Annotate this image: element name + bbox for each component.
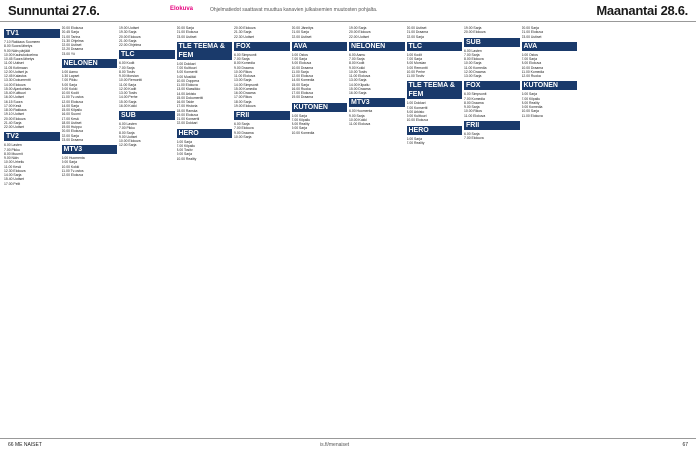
program-entry: 10.00 Kokki	[61, 164, 80, 169]
program-entry: 8.00 Muumit	[4, 151, 23, 156]
program-entry: 11.00 Uutiset	[4, 61, 24, 66]
program-entry: 10.45 Suora lähetys	[4, 57, 35, 61]
program-entry: 12.00 Draama	[464, 69, 486, 74]
program-entry: 22.00 Uutiset	[291, 34, 312, 39]
program-entry: 6.00 Lasten	[119, 122, 137, 126]
program-entry: 16.00 Sarja	[349, 91, 367, 95]
program-entry: 19.10 Uutiset	[4, 112, 24, 117]
program-entry: 22.00 Ohjelma	[119, 43, 142, 47]
program-entry: 22.20 Draama	[61, 47, 83, 52]
program-entry: 8.00 Komedia	[234, 61, 255, 66]
program-entry: 7.00 Kulttuuri	[176, 66, 197, 70]
program-entry: 21.40 Sarja	[4, 120, 22, 125]
program-entry: 16.00 Ruoka	[291, 86, 311, 91]
program-entry: 7.00 Komedia	[464, 96, 485, 101]
program-entry: 14.00 Komedia	[291, 78, 315, 83]
program-entry: 12.00 Ruoka	[521, 74, 541, 78]
program-entry: 8.00 Konsertti	[176, 70, 198, 75]
program-entry: 16.15 Suora	[4, 99, 23, 104]
program-entry: 18.00 Uutiset	[61, 120, 82, 125]
program-entry: 14.00 Simpsonit	[234, 82, 259, 87]
program-entry: 19.30 Sarja	[119, 30, 137, 35]
program-entry: 17.00 Elokuva	[291, 91, 313, 95]
program-entry: 6.00 Lasten	[4, 143, 22, 148]
right-page-title: Maanantai 28.6.	[596, 3, 688, 18]
program-entry: 20.00 Elokuva	[349, 30, 371, 35]
program-entry: 6.00 Sarja	[176, 139, 192, 144]
program-entry: 20.00 Elokuva	[464, 30, 486, 35]
program-entry: 20.00 Elokuva	[4, 116, 26, 121]
program-entry: 8.00 Reality	[521, 100, 540, 105]
program-entry: 11.00 Sarja	[291, 69, 309, 74]
program-entry: 20.45 Sarja	[61, 30, 79, 35]
program-entry: 6.00 Ostos	[521, 52, 538, 57]
listing-column	[464, 26, 520, 436]
program-entry: 15.40 Kulttuuri	[4, 91, 26, 95]
program-entry: 14.00 Arkisto	[176, 91, 197, 96]
program-entry: 18.00 Sarja	[234, 99, 252, 104]
program-entry: 16.00 Draama	[234, 91, 256, 95]
program-entry: 17.00 Historia	[176, 104, 198, 109]
program-entry: 13.00 Sarja	[234, 78, 252, 83]
program-entry: 14.00 Kilpailu	[349, 82, 370, 87]
program-entry: 7.00 Kilpailu	[521, 96, 540, 101]
program-entry: 20.00 Uutiset	[406, 26, 427, 30]
program-entry: 11.00 Elokuva	[521, 113, 543, 118]
program-entry: 21.00 Sarja	[291, 30, 309, 35]
program-entry: 17.00 Pelit	[4, 181, 21, 186]
program-entry: 16.00 Suomi	[61, 112, 81, 117]
program-entry: 9.00 Näin	[4, 156, 19, 160]
program-entry: 12.30 Elokuva	[4, 168, 26, 173]
program-entry: 8.00 Kodit	[349, 61, 365, 66]
program-entry: 12.00 Elokuva	[61, 173, 83, 177]
program-entry: 15.40 Uutiset	[4, 177, 24, 182]
program-entry: 11.00 Tv-ostos	[61, 95, 84, 100]
program-entry: 13.30 Dokumentti	[4, 78, 31, 83]
program-entry: 6.00 Simpsonit	[234, 52, 257, 57]
program-entry: 10.00 Sarja	[521, 109, 539, 114]
program-entry: 19.00 Uutiset	[119, 26, 139, 30]
program-entry: 15.00 Ajankohtais	[4, 86, 31, 91]
channel-header: AVA	[292, 42, 348, 51]
program-entry: 15.00 Draama	[349, 86, 371, 91]
program-entry: 11.00 Sarja	[119, 82, 137, 87]
brand-label: Elokuva	[170, 6, 194, 12]
program-entry: 11.00 Komedia	[521, 69, 545, 74]
channel-header: MTV3	[62, 145, 118, 154]
program-entry: 6.30 Lapset	[61, 74, 80, 78]
program-entry: 10.00 Remontti	[119, 78, 142, 83]
program-entry: 19.00 Elokuva	[234, 103, 256, 108]
program-entry: 9.00 Draama	[234, 130, 254, 135]
program-entry: 22.00 Uutiset	[4, 125, 24, 129]
program-entry: 6.00 Huomenta	[349, 109, 373, 114]
program-entry: 15.00 Kilpailu	[61, 108, 82, 112]
program-entry: 7.00 Pikku	[61, 78, 78, 83]
program-entry: 10.00 Reality	[176, 156, 197, 161]
program-entry: 21.00 Konsertti	[176, 117, 200, 121]
program-entry: 6.00 Dokkari	[406, 101, 426, 106]
program-entry: 11.00 Elokuva	[464, 113, 486, 118]
listing-column	[119, 26, 175, 436]
program-entry: 11.00 Kesä	[4, 164, 21, 169]
program-entry: 12.00 Elokuva	[291, 74, 313, 78]
program-entry: 14.00 Elokuva	[4, 82, 26, 87]
program-entry: 20.00 Sarja	[176, 26, 194, 30]
program-entry: 9.00 Sarja	[349, 113, 365, 118]
listing-column	[234, 26, 290, 436]
program-entry: 6.00 Aamu	[349, 52, 366, 57]
program-entry: 9.00 Kokki	[349, 65, 365, 70]
program-entry: 20.00 Elokuva	[234, 26, 256, 30]
channel-header: KUTONEN	[292, 103, 348, 112]
left-page-title: Sunnuntai 27.6.	[8, 3, 100, 18]
program-entry: 22.00 Sarja	[61, 133, 79, 138]
program-entry: 6.00 Sarja	[234, 122, 250, 126]
program-entry: 10.00 Kodit	[61, 91, 79, 95]
program-entry: 22.00 Sarja	[406, 34, 424, 39]
program-entry: 10.00 Elokuva	[406, 118, 428, 123]
program-entry: 20.00 Elokuva	[119, 34, 141, 39]
program-entry: 7.00 Elokuva	[234, 126, 254, 131]
program-entry: 7.00 Pikku	[4, 147, 20, 152]
program-entry: 9.00 Sarja	[61, 160, 77, 165]
program-entry: 7.00 Konsertti	[406, 105, 428, 110]
program-entry: 19.00 Draama	[291, 95, 313, 100]
program-entry: 21.00 Sarja	[119, 38, 137, 43]
program-entry: 10.00 Tositv	[349, 69, 368, 74]
channel-header: SUB	[119, 111, 175, 120]
program-entry: 8.00 Sarja	[61, 82, 77, 87]
program-entry: 6.00 Kodit	[406, 52, 422, 57]
channel-header: KUTONEN	[522, 81, 578, 90]
program-entry: 10.00 Perhe	[406, 69, 425, 74]
listing-column	[62, 26, 118, 436]
channel-header: TLC	[407, 42, 463, 51]
channel-header: AVA	[522, 42, 578, 51]
tv-listing-columns	[4, 26, 692, 436]
program-entry: 10.00 Kokki	[349, 117, 367, 122]
program-entry: 13.00 Sarja	[464, 74, 482, 78]
program-entry: 8.00 Morsian	[406, 61, 427, 66]
program-entry: 11.00 Tv-ostos	[61, 168, 84, 173]
program-entry: 12.00 Sarja	[119, 143, 137, 148]
program-entry: 8.00 Elokuva	[521, 61, 542, 66]
program-entry: 6.00 Sarja	[291, 113, 307, 118]
program-entry: 10.00 Draama	[291, 65, 313, 70]
program-entry: 21.30 Ohjelma	[61, 38, 84, 43]
program-entry: 21.00 Elokuva	[521, 30, 543, 35]
program-entry: 12.45 Kalastus	[4, 74, 27, 78]
listing-column	[177, 26, 233, 436]
program-entry: 22.00 Dokkari	[176, 121, 198, 126]
program-entry: 12.00 Uutiset ja	[4, 69, 28, 74]
program-entry: 6.00 Ostos	[291, 52, 308, 57]
program-entry: 8.00 Arkisto	[406, 109, 425, 114]
listing-column	[522, 26, 578, 436]
channel-header: TV1	[4, 29, 60, 38]
program-entry: 7.00 Sarja	[406, 57, 422, 61]
listing-column	[407, 26, 463, 436]
channel-header: HERO	[407, 126, 463, 135]
footer-url: is.fi/menaiset	[320, 442, 350, 448]
program-entry: 10.00 Ooppera	[176, 78, 200, 83]
program-entry: 11.00 Elokuva	[349, 74, 371, 78]
program-entry: 17.00 Kesä	[4, 103, 22, 108]
program-entry: 21.00 Draama	[406, 30, 428, 35]
program-entry: 18.00 Ranska	[176, 108, 198, 113]
channel-header: MTV3	[349, 98, 405, 107]
program-entry: 10.00 Sarja	[464, 61, 482, 66]
channel-header: HERO	[177, 129, 233, 138]
program-entry: 10.00 Rikos	[464, 109, 482, 114]
program-entry: 6.00 Huomenta	[61, 156, 85, 160]
program-entry: 21.00 Elokuva	[176, 30, 198, 35]
program-entry: 15.00 Sarja	[291, 82, 309, 87]
program-entry: 8.00 Tositv	[119, 69, 136, 74]
program-entry: 16.00 Taide	[176, 100, 194, 104]
program-entry: 7.00 Sarja	[349, 57, 365, 61]
channel-header: TLE TEEMA & FEM	[407, 81, 463, 99]
program-entry: 22.00 Uutiset	[349, 34, 369, 39]
program-entry: 21.30 Sarja	[234, 30, 252, 35]
program-entry: 9.00 Morsian	[119, 74, 139, 78]
program-entry: 6.00 Simpsonit	[464, 92, 487, 97]
channel-header: FOX	[234, 42, 290, 51]
listing-column	[292, 26, 348, 436]
program-entry: 10.00 Komedia	[291, 130, 315, 135]
program-entry: 6.00 Kodit	[119, 61, 135, 66]
channel-header: SUB	[464, 38, 520, 47]
program-entry: 18.00 Rakkaus	[4, 108, 27, 112]
channel-header: FRII	[234, 111, 290, 120]
program-entry: 8.00 Elokuva	[464, 57, 484, 61]
program-entry: 19.00 Elokuva	[176, 112, 198, 117]
program-entry: 13.00 Sarja	[349, 78, 367, 83]
program-entry: 9.00 Komedia	[521, 105, 543, 109]
program-entry: 9.00 Sarja	[464, 105, 480, 109]
program-entry: 15.00 Dokumentti	[176, 95, 204, 100]
program-entry: 23.00 Uutiset	[176, 34, 197, 39]
program-entry: 9.00 Kulttuuri	[406, 114, 427, 118]
program-entry: 10.00 Urheilu	[4, 160, 25, 165]
listing-column	[349, 26, 405, 436]
page-header	[0, 0, 696, 22]
program-entry: 22.00 Uutiset	[61, 43, 82, 47]
program-entry: 13.00 Klassikko	[176, 87, 201, 92]
program-entry: 20.00 Elokuva	[61, 129, 83, 134]
listing-column	[4, 26, 60, 436]
program-entry: 6.00 Sarja	[406, 136, 422, 141]
channel-header: TLC	[119, 50, 175, 59]
footer-left-page-number: 66 ME NAISET	[8, 442, 42, 448]
program-entry: 9.00 Musiikki	[176, 74, 197, 79]
program-entry: 14.00 Sarja	[61, 103, 79, 108]
program-entry: 11.00 Elokuva	[176, 83, 198, 87]
program-entry: 11.00 Elokuva	[234, 74, 256, 78]
program-entry: 14.00 Perhe	[119, 95, 138, 100]
program-entry: 6.00 Sarja	[521, 92, 537, 97]
program-entry: 20.00 Elokuva	[61, 26, 83, 30]
program-entry: 19.00 Huippu	[61, 125, 82, 129]
program-entry: 9.00 Sarja	[176, 152, 192, 157]
channel-header: NELONEN	[349, 42, 405, 51]
program-entry: 17.00 Kesä	[61, 116, 79, 121]
program-entry: 6.00 Aamu	[61, 69, 78, 74]
program-entry: 10.00 Elokuva	[119, 139, 141, 143]
program-entry: 8.00 Reality	[291, 122, 310, 126]
program-entry: 11.05 Kotimaan	[4, 65, 28, 70]
channel-header: NELONEN	[62, 59, 118, 68]
program-entry: 22.30 Uutiset	[234, 34, 254, 39]
footer-right-page-number: 67	[682, 442, 688, 448]
program-entry: 11.00 Tositv	[406, 74, 425, 78]
program-entry: 10.00 Sarja	[234, 134, 252, 139]
program-entry: 9.00 Draama	[234, 65, 254, 70]
program-entry: 23.00 Yö	[61, 51, 76, 56]
program-entry: 7.00 Elokuva	[464, 136, 484, 140]
program-entry: 12.00 Kodit	[119, 86, 137, 91]
program-entry: 20.00 Sarja	[521, 26, 539, 30]
program-entry: 7.00 Pikku	[119, 126, 135, 131]
program-entry: 8.00 Tositv	[176, 148, 193, 152]
program-entry: 21.00 Tarina	[61, 34, 81, 39]
program-entry: 20.00 Jännitys	[291, 26, 314, 30]
program-entry: 8.00 Draama	[464, 100, 484, 105]
program-entry: 7.00 Kilpailu	[291, 117, 310, 122]
program-entry: 7.00 Sarja	[234, 57, 250, 61]
program-entry: 7.00 Kilpailu	[176, 143, 195, 148]
program-entry: 19.00 Sarja	[349, 26, 367, 30]
program-entry: 8.00 Suora lähetys	[4, 44, 33, 49]
program-entry: 23.00 Uutiset	[521, 34, 542, 39]
program-entry: 9.00 Uutiset	[119, 134, 138, 139]
program-entry: 11.00 Komedia	[464, 65, 487, 70]
program-entry: 15.00 Komedia	[234, 86, 257, 91]
program-entry: 7.00 Sarja	[291, 57, 307, 61]
program-entry: 7.00 Sarja	[521, 57, 537, 61]
program-entry: 23.00 Draama	[61, 137, 83, 142]
program-entry: 17.00 Rikos	[234, 95, 252, 100]
program-entry: 9.00 Remontti	[406, 65, 428, 70]
program-entry: 6.00 Sarja	[464, 131, 480, 136]
program-entry: 7.00 Sarja	[464, 52, 480, 57]
program-entry: 6.00 Lasten	[464, 48, 482, 53]
program-entry: 6.00 Dokkari	[176, 61, 196, 66]
program-entry: 14.00 Sarja	[4, 173, 22, 177]
program-entry: 7.00 Sarja	[119, 65, 135, 70]
program-entry: 16.00 Uutiset	[4, 95, 24, 100]
program-entry: 7.10 Rakkaus Suomeen	[4, 40, 41, 44]
program-entry: 10.00 Kauhukokoelma	[4, 52, 38, 57]
program-entry: 8.00 Elokuva	[291, 61, 312, 66]
channel-header: FRII	[464, 121, 520, 130]
program-entry: 10.00 Draama	[521, 65, 543, 70]
program-entry: 9.00 Näin pärjäät	[4, 48, 30, 53]
header-subtitle: Ohjelmatiedot saattavat muuttua kanavien julkaisemien muutosten pohjalta.	[210, 7, 378, 13]
program-entry: 12.00 Elokuva	[61, 99, 83, 104]
program-entry: 7.00 Reality	[406, 140, 425, 145]
channel-header: TV2	[4, 132, 60, 141]
channel-header: FOX	[464, 81, 520, 90]
program-entry: 11.00 Elokuva	[349, 122, 371, 126]
program-entry: 9.00 Kokki	[61, 86, 78, 91]
program-entry: 19.00 Sarja	[464, 26, 482, 30]
program-entry: 16.00 Kokki	[119, 103, 137, 108]
program-entry: 9.00 Sarja	[291, 126, 307, 131]
program-entry: 13.00 Tositv	[119, 91, 138, 95]
channel-header: TLE TEEMA & FEM	[177, 42, 233, 60]
program-entry: 15.00 Sarja	[119, 99, 137, 104]
page-footer	[0, 438, 696, 450]
program-entry: 8.00 Sarja	[119, 130, 135, 135]
program-entry: 10.00 Rikos	[234, 69, 252, 74]
